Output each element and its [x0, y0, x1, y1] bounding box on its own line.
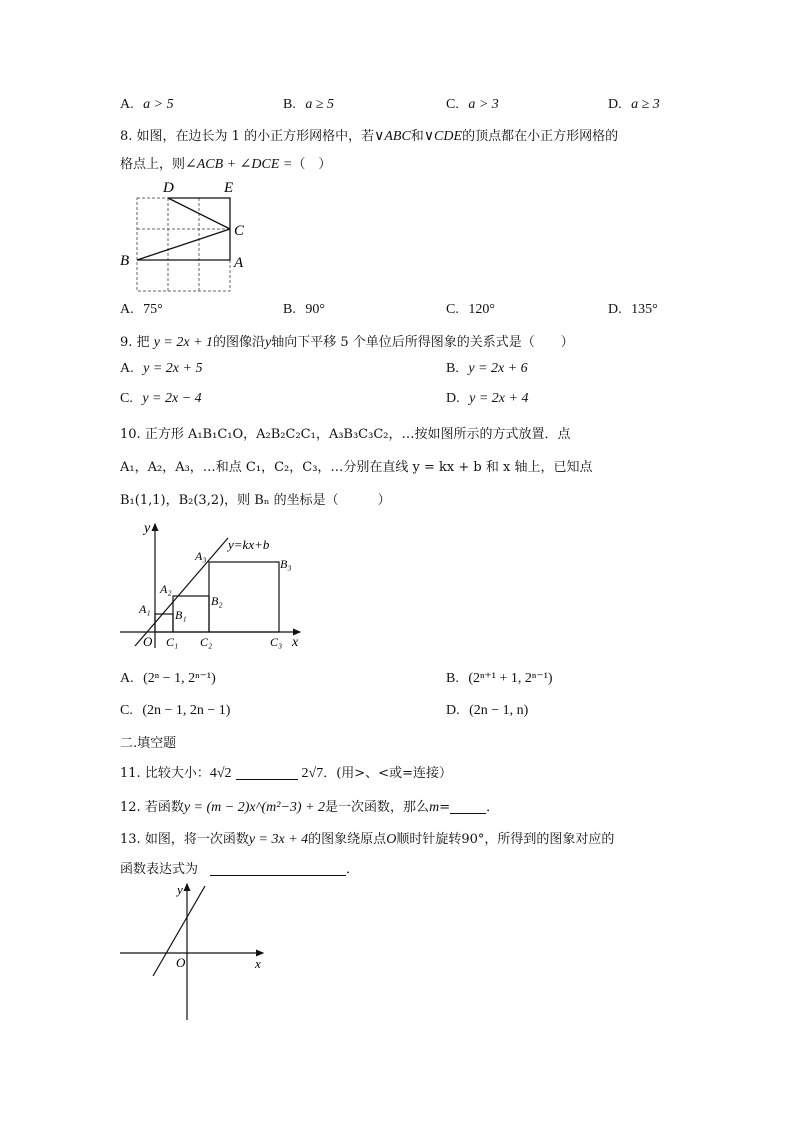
q7-option-b: B. a ≥ 5	[283, 97, 335, 112]
section-title: 二.填空题	[120, 736, 177, 751]
q8-stem-line1: 8. 如图，在边长为 1 的小正方形网格中，若∨ABC和∨CDE的顶点都在小正方形网格的	[120, 129, 619, 144]
q10-label-c2: C₂	[200, 635, 213, 649]
q10-label-a1: A₁	[139, 602, 151, 616]
q10-stem-line1: 10. 正方形 A₁B₁C₁O，A₂B₂C₂C₁，A₃B₃C₃C₂，…按如图所示的方式放置．点	[120, 427, 571, 442]
q8-label-c: C	[234, 223, 245, 239]
q12-stem: 12. 若函数y = (m − 2)x^(m²−3) + 2是一次函数，那么m= ．	[120, 800, 500, 815]
q10-option-d: D. (2n − 1, n)	[446, 703, 529, 718]
q7-option-d: D. a ≥ 3	[608, 97, 660, 112]
q9-option-a: A. y = 2x + 5	[120, 361, 203, 376]
q8-label-d: D	[163, 180, 174, 196]
q9-option-d: D. y = 2x + 4	[446, 391, 529, 406]
q10-label-b3: B₃	[280, 557, 292, 571]
q10-label-b1: B₁	[175, 608, 187, 622]
q8-option-b: B. 90°	[283, 302, 325, 317]
q13-label-y: y	[177, 882, 183, 897]
q12-answer-blank[interactable]	[450, 799, 486, 814]
q10-label-line: y=kx+b	[228, 537, 270, 552]
q10-squares-figure	[110, 518, 310, 653]
q13-answer-blank[interactable]	[210, 861, 346, 876]
q9-stem: 9. 把 y = 2x + 1的图像沿y轴向下平移 5 个单位后所得图象的关系式是（ ）	[120, 335, 574, 350]
q8-label-a: A	[234, 255, 244, 271]
q10-label-c3: C₃	[270, 635, 283, 649]
q10-label-b2: B₂	[211, 594, 223, 608]
q8-label-b: B	[120, 253, 130, 269]
q10-label-x: x	[292, 635, 299, 650]
q10-option-c: C. (2n − 1, 2n − 1)	[120, 703, 231, 718]
q10-option-b: B. (2ⁿ⁺¹ + 1, 2ⁿ⁻¹)	[446, 671, 553, 686]
q10-stem-line2: A₁，A₂，A₃，…和点 C₁，C₂，C₃，…分别在直线 y = kx + b 和 x 轴上，已知点	[120, 460, 593, 475]
q13-label-x: x	[255, 956, 261, 971]
q10-label-a2: A₂	[160, 582, 172, 596]
q11-stem: 11. 比较大小：4√2 2√7．(用>、<或=连接）	[120, 766, 452, 781]
q13-stem-line2: 函数表达式为 ．	[120, 862, 360, 877]
q8-option-c: C. 120°	[446, 302, 495, 317]
q13-label-o: O	[176, 955, 186, 970]
q8-stem-line2: 格点上，则∠ACB + ∠DCE =（ ）	[120, 157, 332, 172]
q10-option-a: A. (2ⁿ − 1, 2ⁿ⁻¹)	[120, 671, 216, 686]
q11-answer-blank[interactable]	[236, 765, 298, 780]
q10-label-c1: C₁	[166, 635, 179, 649]
q7-option-c: C. a > 3	[446, 97, 499, 112]
q8-label-e: E	[224, 180, 234, 196]
q9-option-c: C. y = 2x − 4	[120, 391, 202, 406]
q8-option-d: D. 135°	[608, 302, 658, 317]
q8-grid-figure	[112, 175, 262, 297]
q13-graph-figure	[115, 880, 275, 1022]
q8-option-a: A. 75°	[120, 302, 163, 317]
q9-option-b: B. y = 2x + 6	[446, 361, 528, 376]
q10-label-y: y	[144, 521, 151, 536]
q7-option-a: A. a > 5	[120, 97, 174, 112]
q10-label-o: O	[143, 634, 153, 649]
q10-stem-line3: B₁(1,1)，B₂(3,2)，则 Bₙ 的坐标是（ ）	[120, 493, 391, 508]
q13-stem-line1: 13. 如图，将一次函数y = 3x + 4的图象绕原点O顺时针旋转90°，所得到的图象对应的	[120, 832, 615, 847]
q10-label-a3: A₃	[195, 549, 207, 563]
